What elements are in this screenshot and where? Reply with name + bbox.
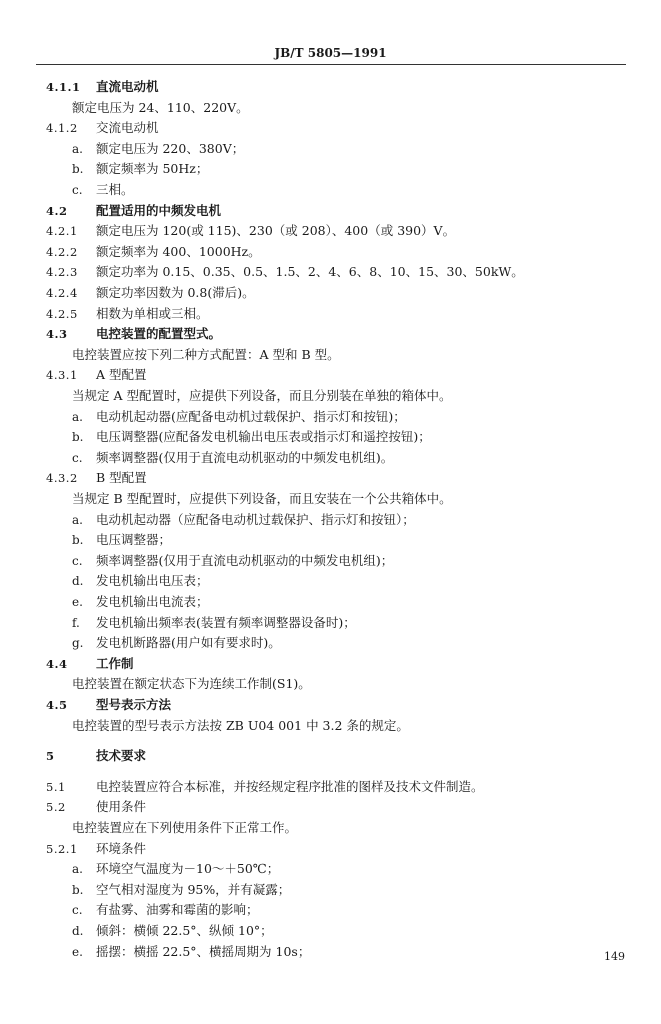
section-number: 4.1.1	[46, 80, 81, 94]
list-letter: a.	[72, 409, 83, 424]
section-title: 使用条件	[96, 799, 147, 815]
line-text: 空气相对湿度为 95%，并有凝露；	[96, 881, 291, 897]
line-text: 电压调整器(应配备发电机输出电压表或指示灯和遥控按钮)；	[96, 429, 431, 445]
list-letter: d.	[72, 574, 84, 589]
list-letter: a.	[72, 512, 83, 527]
section-number: 4.3	[46, 327, 68, 342]
line-text: 频率调整器(仅用于直流电动机驱动的中频发电机组)；	[96, 552, 394, 568]
section-number: 4.2.5	[46, 306, 78, 321]
section-title: 额定功率因数为 0.8(滞后)。	[96, 285, 255, 300]
list-letter: b.	[72, 882, 84, 897]
list-letter: e.	[72, 944, 83, 959]
line-text: 电动机起动器（应配备电动机过载保护、指示灯和按钮）；	[96, 511, 415, 527]
line-text: 电动机起动器(应配备电动机过载保护、指示灯和按钮)；	[96, 408, 406, 424]
line-text: 三相。	[96, 182, 134, 197]
section-title: 额定电压为 120(或 115)、230（或 208）、400（或 390）V。	[96, 223, 456, 239]
line-text: 发电机输出频率表(装置有频率调整器设备时)；	[96, 614, 356, 630]
section-title: 相数为单相或三相。	[96, 305, 209, 321]
section-title: 直流电动机	[96, 79, 159, 94]
section-number: 4.2.2	[46, 244, 78, 259]
line-text: 当规定 B 型配置时，应提供下列设备，而且安装在一个公共箱体中。	[72, 491, 452, 506]
section-title: 电控装置的配置型式。	[96, 326, 222, 342]
section-number: 4.3.1	[46, 368, 78, 383]
section-number: 4.5	[46, 698, 68, 712]
section-number: 5	[46, 749, 55, 764]
section-number: 4.2.4	[46, 286, 78, 300]
header-rule	[36, 64, 626, 65]
line-text: 额定电压为 220、380V；	[96, 140, 245, 156]
line-text: 当规定 A 型配置时，应提供下列设备，而且分别装在单独的箱体中。	[72, 388, 452, 403]
section-number: 5.2.1	[46, 841, 78, 856]
section-title: 电控装置应符合本标准，并按经规定程序批准的图样及技术文件制造。	[96, 778, 484, 794]
line-text: 电压调整器；	[96, 532, 172, 548]
section-title: 额定功率为 0.15、0.35、0.5、1.5、2、4、6、8、10、15、30、50kW。	[96, 264, 524, 280]
section-number: 5.1	[46, 779, 66, 794]
section-number: 4.4	[46, 656, 68, 671]
list-letter: d.	[72, 924, 84, 938]
list-letter: b.	[72, 162, 84, 177]
line-text: 发电机输出电压表；	[96, 573, 209, 589]
section-number: 5.2	[46, 800, 66, 815]
list-letter: b.	[72, 533, 84, 548]
list-letter: c.	[72, 553, 83, 568]
list-letter: a.	[72, 141, 83, 156]
line-text: 摇摆：横摇 22.5°、横摇周期为 10s；	[96, 943, 311, 959]
list-letter: c.	[72, 450, 83, 465]
line-text: 电控装置的型号表示方法按 ZB U04 001 中 3.2 条的规定。	[72, 717, 409, 733]
line-text: 电控装置应按下列二种方式配置：A 型和 B 型。	[72, 346, 340, 362]
list-letter: b.	[72, 430, 84, 445]
line-text: 频率调整器(仅用于直流电动机驱动的中频发电机组)。	[96, 449, 394, 465]
section-title: 环境条件	[96, 840, 147, 856]
line-text: 倾斜：横倾 22.5°、纵倾 10°；	[96, 923, 273, 938]
section-number: 4.3.2	[46, 471, 78, 486]
section-number: 4.2.3	[46, 265, 78, 280]
page-number: 149	[604, 950, 625, 963]
line-text: 发电机断路器(用户如有要求时)。	[96, 635, 281, 651]
line-text: 电控装置在额定状态下为连续工作制(S1)。	[72, 676, 311, 692]
list-letter: a.	[72, 862, 83, 877]
document-header: JB/T 5805—1991	[274, 46, 387, 60]
section-title: 交流电动机	[96, 120, 159, 136]
section-number: 4.2	[46, 203, 68, 218]
section-title: 技术要求	[96, 748, 147, 764]
list-letter: c.	[72, 183, 83, 197]
list-letter: c.	[72, 903, 83, 918]
line-text: 有盐雾、油雾和霉菌的影响；	[96, 902, 259, 918]
section-title: 工作制	[96, 655, 134, 671]
list-letter: f.	[72, 615, 80, 630]
section-title: 额定频率为 400、1000Hz。	[96, 243, 261, 259]
list-letter: e.	[72, 595, 83, 609]
section-title: B 型配置	[96, 470, 147, 486]
line-text: 额定电压为 24、110、220V。	[72, 99, 249, 115]
line-text: 发电机输出电流表；	[96, 594, 209, 609]
section-number: 4.2.1	[46, 224, 78, 239]
section-title: 型号表示方法	[96, 697, 172, 712]
line-text: 电控装置应在下列使用条件下正常工作。	[72, 820, 298, 835]
section-number: 4.1.2	[46, 121, 78, 136]
line-text: 环境空气温度为－10～＋50℃；	[96, 861, 280, 877]
line-text: 额定频率为 50Hz；	[96, 161, 209, 177]
list-letter: g.	[72, 636, 84, 651]
section-title: 配置适用的中频发电机	[96, 202, 222, 218]
section-title: A 型配置	[96, 367, 147, 383]
